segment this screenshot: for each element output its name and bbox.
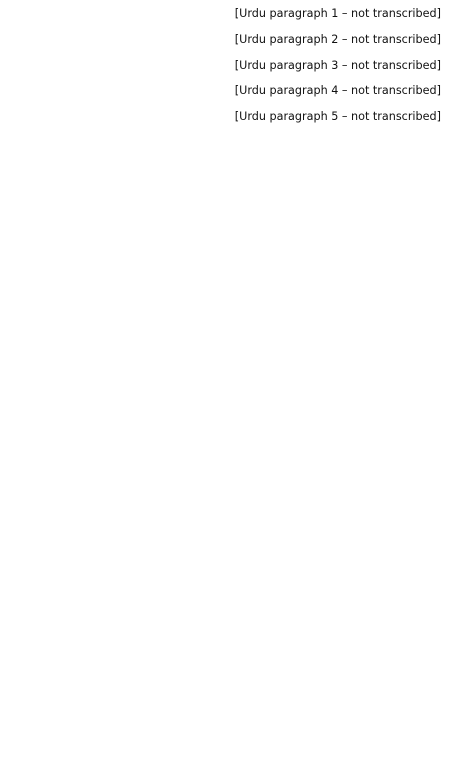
paragraph-4: [Urdu paragraph 4 – not transcribed]: [234, 84, 441, 98]
paragraph-1: [Urdu paragraph 1 – not transcribed]: [234, 7, 441, 20]
paragraph-3: [Urdu paragraph 3 – not transcribed]: [234, 58, 441, 72]
paragraph-5: [Urdu paragraph 5 – not transcribed]: [234, 110, 441, 124]
paragraph-2: [Urdu paragraph 2 – not transcribed]: [234, 32, 441, 46]
